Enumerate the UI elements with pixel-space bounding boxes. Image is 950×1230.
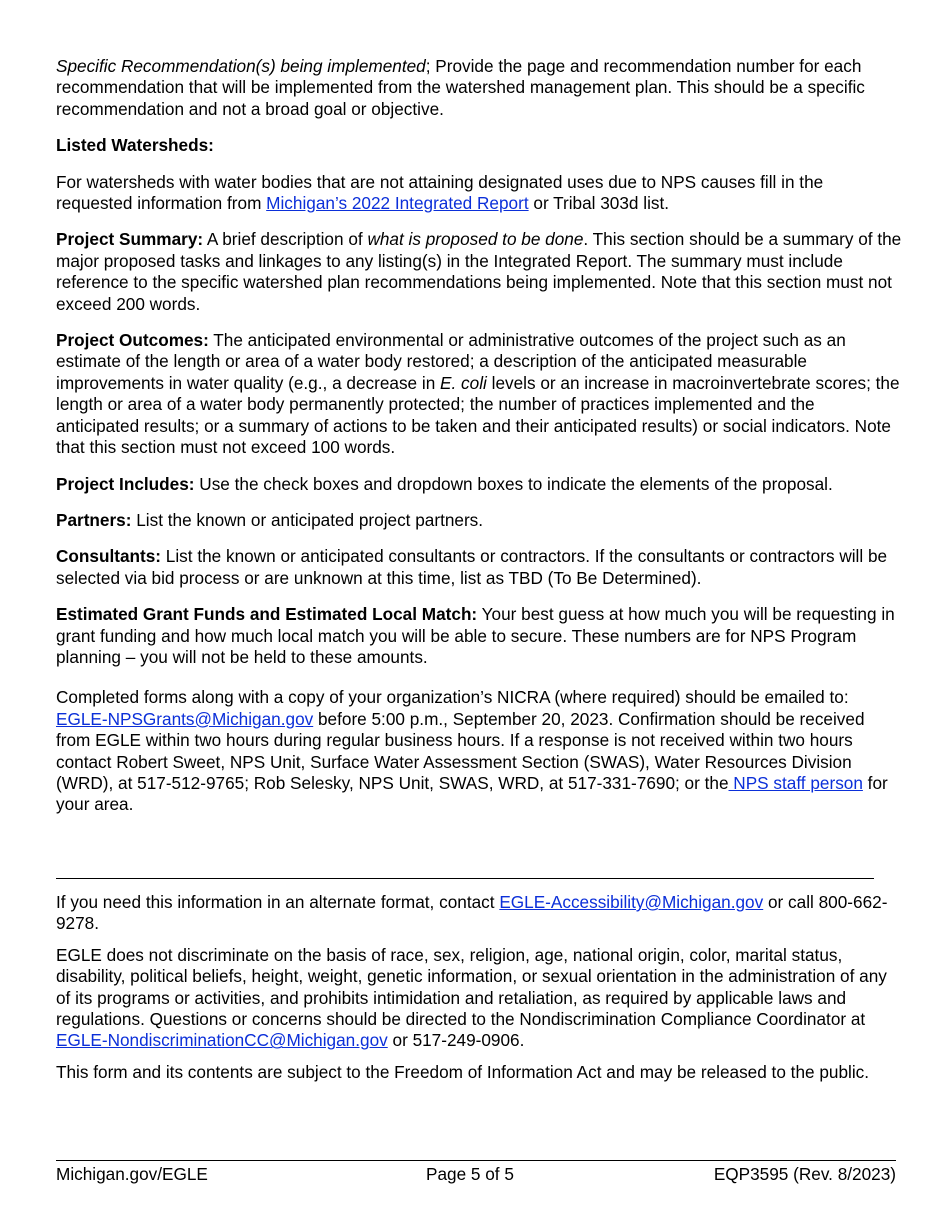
accessibility-paragraph: If you need this information in an alternate format, contact EGLE-Accessibility@Michigan.gov or call 800-662-9278. [56,892,888,934]
accessibility-email-link[interactable]: EGLE-Accessibility@Michigan.gov [499,892,764,912]
completed-forms-paragraph: Completed forms along with a copy of your organization’s NICRA (where required) should be emailed to: EGLE-NPSGrants@Michigan.gov before 5:00 p.m., September 20, 2023. Confirmation should be received from EGLE within two hours during regular business hours. If a response is not received within two hours contact Robert Sweet, NPS Unit, Surface Water Assessment Section (SWAS), Water Resources Division (WRD), at 517-512-9765; Rob Selesky, NPS Unit, SWAS, WRD, at 517-331-7690; or the NPS staff person for your area. [56,687,888,815]
intro-paragraph: Specific Recommendation(s) being implemented; Provide the page and recommendation number for each recommendation that will be implemented from the watershed management plan. This should be a specific recommendation and not a broad goal or objective. [56,56,865,119]
intro-italic: Specific Recommendation(s) being implemented [56,56,426,76]
foia-paragraph: This form and its contents are subject to the Freedom of Information Act and may be released to the public. [56,1061,870,1082]
separator-line [56,878,874,879]
integrated-report-link[interactable]: Michigan’s 2022 Integrated Report [266,193,529,214]
listed-watersheds-paragraph: For watersheds with water bodies that are not attaining designated uses due to NPS causes fill in the requested information from Michigan’s 2022 Integrated Report or Tribal 303d list. [56,171,824,214]
document-body [56,56,902,816]
footer-page-number: Page 5 of 5 [426,1164,514,1184]
npsgrants-email-link[interactable]: EGLE-NPSGrants@Michigan.gov [56,708,314,729]
nondiscrimination-email-link[interactable]: EGLE-NondiscriminationCC@Michigan.gov [56,1030,388,1051]
partners-paragraph: Partners: List the known or anticipated project partners. [56,509,484,530]
notices-section [56,892,902,1083]
estimated-funds-paragraph: Estimated Grant Funds and Estimated Local Match: Your best guess at how much you will be requesting in grant funding and how much local match you will be able to secure. These numbers are for NPS Program planning – you will not be held to these amounts. [56,604,895,667]
nondiscrimination-paragraph: EGLE does not discriminate on the basis of race, sex, religion, age, national origin, color, marital status, disability, political beliefs, height, weight, genetic information, or sexual orientation in the administration of any of its programs or activities, and prohibits intimidation and retaliation, as required by applicable laws and regulations. Questions or concerns should be directed to the Nondiscrimination Compliance Coordinator at EGLE-NondiscriminationCC@Michigan.gov or 517-249-0906. [56,944,887,1051]
project-summary-paragraph: Project Summary: A brief description of what is proposed to be done. This section should be a summary of the major proposed tasks and linkages to any listing(s) in the Integrated Report. The summary must include reference to the specific watershed plan recommendations being implemented. Note that this section must not exceed 200 words. [56,229,902,314]
consultants-paragraph: Consultants: List the known or anticipated consultants or contractors. If the consultants or contractors will be selected via bid process or are unknown at this time, list as TBD (To Be Determined). [56,546,888,588]
project-includes-paragraph: Project Includes: Use the check boxes and dropdown boxes to indicate the elements of the proposal. [56,473,833,494]
page-footer [56,1160,896,1188]
project-outcomes-paragraph: Project Outcomes: The anticipated environmental or administrative outcomes of the project such as an estimate of the length or area of a water body restored; a description of the anticipated measurable improvements in water quality (e.g., a decrease in E. coli levels or an increase in macroinvertebrate scores; the length or area of a water body permanently protected; the number of practices implemented and the anticipated results; or a summary of actions to be taken and their anticipated results) or social indicators. Note that this section must not exceed 100 words. [56,330,900,458]
footer-website: Michigan.gov/EGLE [56,1164,208,1184]
footer-form-id: EQP3595 (Rev. 8/2023) [713,1164,896,1184]
nps-staff-link[interactable]: NPS staff person [728,772,863,793]
listed-watersheds-heading: Listed Watersheds: [56,135,214,156]
